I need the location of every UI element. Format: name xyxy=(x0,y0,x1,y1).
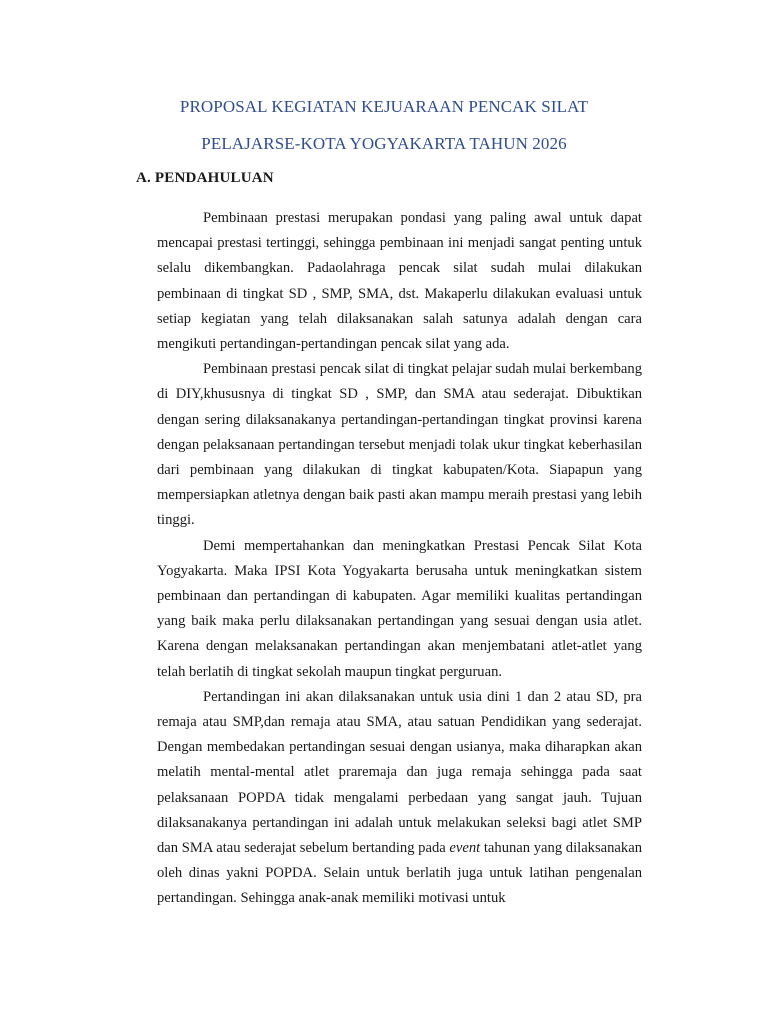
paragraph-4-italic-word: event xyxy=(449,840,481,857)
paragraph-4-text-after: tahunan yang dilaksanakan oleh dinas yakni POPDA. Selain untuk berlatih juga untuk latihan pengenalan pertandingan. Sehingga anak-anak memiliki motivasi untuk xyxy=(157,840,642,907)
paragraph-4 xyxy=(157,685,642,912)
paragraph-3: Demi mempertahankan dan meningkatkan Prestasi Pencak Silat Kota Yogyakarta. Maka IPSI Kota Yogyakarta berusaha untuk meningkatkan sistem pembinaan dan pertandingan di kabupaten. Agar memiliki kualitas pertandingan yang baik maka perlu dilaksanakan pertandingan yang sesuai dengan usia atlet. Karena dengan melaksanakan pertandingan akan menjembatani atlet-atlet yang telah berlatih di tingkat sekolah maupun tingkat perguruan. xyxy=(157,537,642,680)
paragraph-1: Pembinaan prestasi merupakan pondasi yang paling awal untuk dapat mencapai prestasi tertinggi, sehingga pembinaan ini menjadi sangat penting untuk selalu dikembangkan. Padaolahraga pencak silat sudah mulai dilakukan pembinaan di tingkat SD , SMP, SMA, dst. Makaperlu dilakukan evaluasi untuk setiap kegiatan yang telah dilaksanakan salah satunya adalah dengan cara mengikuti pertandingan-pertandingan pencak silat yang ada. xyxy=(157,210,642,353)
title-line-1: PROPOSAL KEGIATAN KEJUARAAN PENCAK SILAT xyxy=(179,97,589,116)
paragraph-4-text-before: Pertandingan ini akan dilaksanakan untuk usia dini 1 dan 2 atau SD, pra remaja atau SMP,dan remaja atau SMA, atau satuan Pendidikan yang sederajat. Dengan membedakan pertandingan sesuai dengan usianya, maka diharapkan akan melatih mental-mental atlet praremaja dan juga remaja sehingga pada saat pelaksanaan POPDA tidak mengalami perbedaan yang sangat jauh. Tujuan dilaksanakanya pertandingan ini adalah untuk melakukan seleksi bagi atlet SMP dan SMA atau sederajat sebelum bertanding pada xyxy=(157,688,642,857)
title-line-2: PELAJARSE-KOTA YOGYAKARTA TAHUN 2026 xyxy=(201,134,567,153)
document-body xyxy=(157,206,642,912)
document-title xyxy=(0,88,768,162)
paragraph-2: Pembinaan prestasi pencak silat di tingkat pelajar sudah mulai berkembang di DIY,khususnya di tingkat SD , SMP, dan SMA atau sederajat. Dibuktikan dengan sering dilaksanakanya pertandingan-pertandingan tingkat provinsi karena dengan pelaksanaan pertandingan tersebut menjadi tolak ukur tingkat keberhasilan dari pembinaan yang dilakukan di tingkat kabupaten/Kota. Siapapun yang mempersiapkan atletnya dengan baik pasti akan mampu meraih prestasi yang lebih tinggi. xyxy=(157,361,642,529)
section-heading: A. PENDAHULUAN xyxy=(136,170,274,186)
